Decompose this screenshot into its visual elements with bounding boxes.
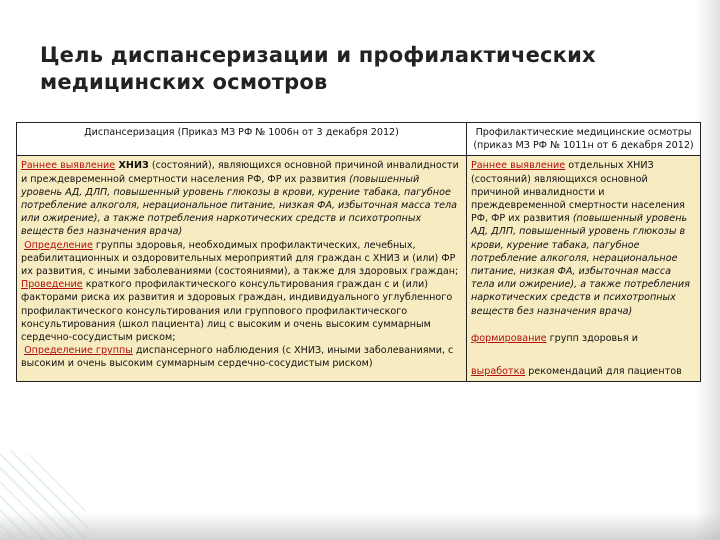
corner-decoration	[0, 450, 90, 540]
right-p1-highlight: Раннее выявление	[471, 160, 566, 172]
table-body-row	[17, 156, 701, 382]
left-paragraph-2	[21, 239, 462, 279]
right-p1-italic: (повышенный уровень АД, ДЛП, повышенный уровень глюкозы в крови, курение табака, пагубное потребление алкоголя, нерациональное питание, низкая ФА, избыточная масса тела или ожирение), а также потребления наркотических средств и психотропных веществ без назначения врача)	[471, 213, 690, 317]
left-p4-text: диспансерного наблюдения (с ХНИЗ, иными заболеваниями, с высоким и очень высоким суммарным сердечно-сосудистым риском)	[21, 345, 454, 370]
right-p3-highlight: выработка	[471, 366, 526, 378]
left-p4-highlight: Определение группы	[24, 345, 133, 357]
right-spacer-2	[471, 345, 696, 365]
left-paragraph-3	[21, 278, 462, 344]
left-p2-highlight: Определение	[24, 239, 93, 251]
right-p2-highlight: формирование	[471, 332, 547, 344]
left-p3-text: краткого профилактического консультирования граждан с и (или) факторами риска их развития и здоровых граждан, индивидуального углубленного профилактического консультирования или группового профилактического консультирования (школ пациента) лиц с высоким и очень высоким суммарным сердечно-сосудистым риском;	[21, 279, 453, 344]
left-p2-text: группы здоровья, необходимых профилактических, лечебных, реабилитационных и оздоровительных мероприятий для граждан с ХНИЗ и (или) ФР их развития, с иными заболеваниями (состояниями), а также для здоровых граждан;	[21, 239, 459, 278]
right-p1-text: отдельных ХНИЗ (состояний) являющихся основной причиной инвалидности и преждевременной смертности населения РФ, ФР их развития	[471, 160, 685, 225]
header-right-cell: Профилактические медицинские осмотры (приказ МЗ РФ № 1011н от 6 декабря 2012)	[467, 123, 701, 156]
right-paragraph-3	[471, 365, 696, 378]
left-paragraph-1	[21, 159, 462, 238]
left-p3-highlight: Проведение	[21, 279, 83, 291]
slide-shadow-bottom	[0, 512, 720, 540]
table-header-row	[17, 123, 701, 156]
comparison-table	[16, 122, 701, 382]
right-spacer-1	[471, 318, 696, 332]
body-right-cell	[467, 156, 701, 382]
left-p1-highlight: Раннее выявление	[21, 160, 116, 172]
right-p3-text: рекомендаций для пациентов	[525, 366, 682, 378]
body-left-cell	[17, 156, 467, 382]
header-left-cell: Диспансеризация (Приказ МЗ РФ № 1006н от 3 декабря 2012)	[17, 123, 467, 156]
title-line-1: Цель диспансеризации и профилактических	[40, 43, 596, 67]
left-paragraph-4	[21, 344, 462, 370]
left-p1-bold: ХНИЗ	[115, 160, 149, 172]
title-line-2: медицинских осмотров	[40, 70, 328, 94]
right-paragraph-1	[471, 159, 696, 317]
left-p1-italic: (повышенный уровень АД, ДЛП, повышенный уровень глюкозы в крови, курение табака, пагубное потребление алкоголя, нерациональное питание, низкая ФА, избыточная масса тела или ожирение), а также потребления наркотических средств и психотропных веществ без назначения врача)	[21, 173, 458, 238]
right-p2-text: групп здоровья и	[546, 332, 638, 344]
left-p1-text: (состояний), являющихся основной причиной инвалидности и преждевременной смертности населения РФ, ФР их развития	[21, 160, 459, 185]
page-title	[40, 42, 660, 96]
right-paragraph-2	[471, 332, 696, 345]
